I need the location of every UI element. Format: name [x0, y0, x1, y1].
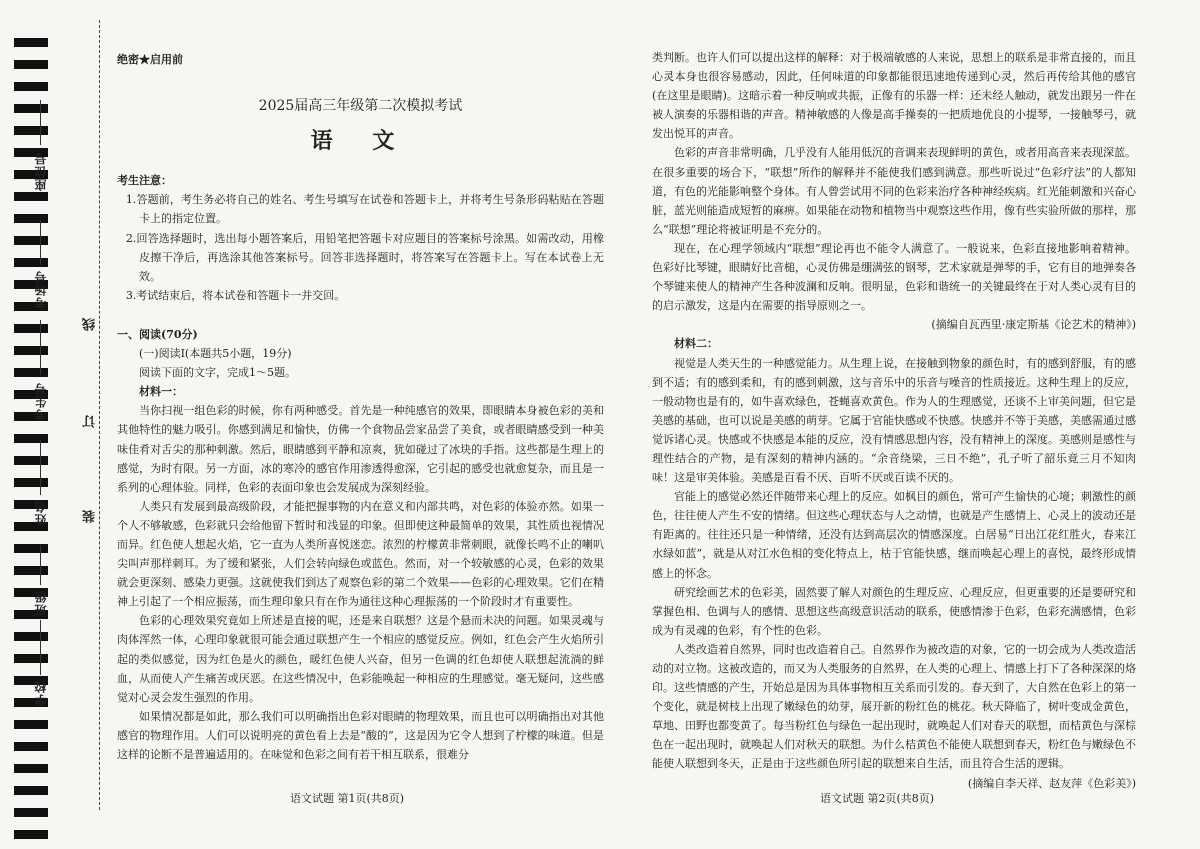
page-1-footer: 语文试题 第1页(共8页) [290, 792, 405, 805]
binding-stripe [14, 192, 48, 201]
page-2-footer: 语文试题 第2页(共8页) [820, 792, 935, 805]
binding-stripe [14, 632, 48, 641]
binding-label-seat: 座位号 [34, 152, 48, 191]
binding-stripe [14, 808, 48, 817]
subject-title: 语 文 [310, 128, 411, 155]
subsection-heading: (一)阅读Ⅰ(本题共5小题，19分) [139, 347, 292, 361]
paragraph: 官能上的感觉必然还伴随带来心理上的反应。如枫目的颜色，常可产生愉快的心境；刺激性的颜色，往往使人产生不安的情绪。但这些心理状态与人之动情，也就是产生感情上、心灵上的波动还是有距离的。往往还只是一种情绪，还没有达到高层次的情感深度。白居易“日出江花红胜火，春来江水绿如蓝”，就是从对江水色相的变化特点上，枯于官能快感，继而唤起心理上的喜悦，最终形成情感上的怀念。 [652, 490, 1136, 580]
source-citation-1: (摘编自瓦西里·康定斯基《论艺术的精神》) [931, 318, 1136, 332]
notice-heading: 考生注意： [117, 174, 172, 188]
binding-blank [40, 220, 42, 265]
section-heading: 一、阅读(70分) [117, 327, 198, 341]
paragraph: 当你扫视一组色彩的时候，你有两种感受。首先是一种纯感官的效果，即眼睛本身被色彩的美和其他特性的魅力吸引。你感到满足和愉快，仿佛一个食物品尝家品尝了美食，或者眼睛感受到一种美味佳肴对舌尖的那种刺激。然后，眼睛感到平静和凉爽，犹如碰过了冰块的手指。这些都是生理上的感觉，为时有限。另一方面，冰的寒冷的感官作用渗透得愈深，它引起的感受也就愈复杂，而且是一系列的心理体验。同样，色彩的表面印象也会发展成为深刻经验。 [117, 404, 604, 494]
paragraph: 现在，在心理学领域内“联想”理论再也不能令人满意了。一般说来，色彩直接地影响着精神。色彩好比琴键，眼睛好比音槌，心灵仿佛是绷满弦的钢琴，艺术家就是弹琴的手，它有目的地弹奏各个琴键来使人的精神产生各种波澜和反响。很明显，色彩和谐统一的关键最终在于对人类心灵有目的的启示激发，这是内在需要的指导原则之一。 [652, 241, 1136, 313]
binding-stripe [14, 830, 48, 839]
binding-stripe [14, 566, 48, 575]
binding-label-name: 姓名 [34, 500, 48, 526]
binding-stripe [14, 434, 48, 443]
binding-stripe [14, 126, 48, 135]
binding-char-zhuang: 装 [83, 510, 98, 523]
binding-stripe [14, 104, 48, 113]
page-1-column [117, 50, 604, 764]
paragraph: 色彩的心理效果究竟如上所述是直接的呢，还是来自联想？这是个悬而未决的问题。如果灵魂与肉体浑然一体，心理印象就很可能会通过联想产生一个相应的感觉反应。例如，红色会产生火焰所引起的类似感觉，因为红色是火的颜色，暖红色使人兴奋，但另一色调的红色却使人联想起流淌的鲜血，从而使人产生痛苦或厌恶。在这些情况中，色彩能唤起一种相应的生理感觉。毫无疑问，这些感觉对心灵会发生强烈的作用。 [117, 614, 604, 704]
binding-blank [40, 100, 42, 145]
binding-stripe [14, 60, 48, 69]
binding-stripe [14, 214, 48, 223]
binding-stripe [14, 764, 48, 773]
notice-item: 2.回答选择题时，选出每小题答案后，用铅笔把答题卡对应题目的答案标号涂黑。如需改动，用橡皮擦干净后，再选涂其他答案标号。回答非选择题时，将答案写在答题卡上。写在本试卷上无效。 [125, 231, 604, 283]
binding-stripe [14, 38, 48, 47]
binding-label-school: 学校 [34, 680, 48, 706]
paragraph: 如果情况都是如此，那么我们可以明确指出色彩对眼睛的物理效果，而且也可以明确指出对其他感官的物理作用。人们可以说明亮的黄色看上去是“酸的”，这是因为它令人想到了柠檬的味道。但是这样的论断不是普遍适用的。在味觉和色彩之间有若干相互联系，很难分 [117, 709, 604, 761]
material-2-label: 材料二： [674, 337, 718, 351]
material-1-label: 材料一： [139, 385, 183, 399]
binding-stripe [14, 324, 48, 333]
binding-stripe [14, 720, 48, 729]
binding-label-class: 班级 [34, 590, 48, 616]
source-citation-2: (摘编自李天祥、赵友萍《色彩美》) [967, 776, 1136, 790]
binding-stripe [14, 742, 48, 751]
paragraph: 视觉是人类天生的一种感觉能力。从生理上说，在接触到物象的颜色时，有的感到舒服，有的感到不适；有的感到柔和，有的感到刺激，这与音乐中的乐音与噪音的性质接近。这种生理上的反应，一般动物也是有的，如牛喜欢绿色，苍蝇喜欢黄色。作为人的生理感觉，还谈不上审美问题，但它是美感的基础，也可以说是美感的萌芽。它属于官能快感或不快感。快感并不等于美感，美感需通过感觉诉诸心灵。快感或不快感是本能的反应，没有情感思想内容，没有精神上的深度。美感则是感性与理性结合的产物，是有深刻的精神内涵的。“余音绕梁，三日不绝”，孔子听了韶乐竟三月不知肉味！这是审美体验。美感是百看不厌、百听不厌或百读不厌的。 [652, 356, 1136, 485]
binding-blank [40, 320, 42, 375]
binding-stripe [14, 786, 48, 795]
binding-char-xian: 线 [83, 318, 98, 331]
binding-blank [40, 440, 42, 495]
binding-stripe [14, 258, 48, 267]
binding-stripe [14, 346, 48, 355]
binding-stripe [14, 544, 48, 553]
binding-stripe [14, 456, 48, 465]
binding-label-room: 考场号 [34, 270, 48, 309]
binding-stripe [14, 236, 48, 245]
notice-item: 1.答题前，考生务必将自己的姓名、考生号填写在试卷和答题卡上，并将考生号条形码粘贴在答题卡上的指定位置。 [125, 193, 604, 226]
paragraph: 人类只有发展到最高级阶段，才能把握事物的内在意义和内部共鸣，对色彩的体验亦然。如果一个人不够敏感，色彩就只会给他留下暂时和浅显的印象。但即使这种最简单的效果，其性质也视情况而异。红色使人想起火焰，它一直为人类所喜悦迷恋。浓烈的柠檬黄非常刺眼，就像长鸣不止的喇叭尖叫声那样刺耳。为了缓和紧张，人们会转向绿色或蓝色。然而，对一个较敏感的心灵，色彩的效果就会更深刻、感染力更强。这就使我们到达了观察色彩的第二个效果——色彩的心理效果。它们在精神上引起了一个相应振荡，而生理印象只有在作为通往这种心理振荡的一个阶段时才有重要性。 [117, 499, 604, 609]
binding-stripe [14, 368, 48, 377]
paragraph: 色彩的声音非常明确，几乎没有人能用低沉的音调来表现鲜明的黄色，或者用高音来表现深蓝。在很多重要的场合下，“联想”所作的解释并不能使我们感到满意。那些听说过“色彩疗法”的人都知道，有色的光能影响整个身体。有人曾尝试用不同的色彩来治疗各种神经疾病。红光能刺激和兴奋心脏，蓝光则能造成短暂的麻痹。如果能在动物和植物当中观察这些作用，像有些实验所做的那样，那么“联想”理论将被证明是不充分的。 [652, 146, 1136, 236]
binding-stripe [14, 478, 48, 487]
confidential-label: 绝密★启用前 [117, 53, 183, 66]
binding-label-examinee-no: 考生号 [34, 382, 48, 421]
paragraph: 研究绘画艺术的色彩美，固然要了解人对颜色的生理反应、心理反应，但更重要的还是要研究和掌握色相、色调与人的感情、思想这些高级意识活动的联系，使感情渗于色彩，色彩充满感情，色彩成为有灵魂的色彩，有个性的色彩。 [652, 585, 1136, 637]
binding-char-ding: 订 [83, 415, 98, 428]
paragraph: 类判断。也许人们可以提出这样的解释：对于极端敏感的人来说，思想上的联系是非常直接的，而且心灵本身也很容易感动，因此，任何味道的印象都能很迅速地传递到心灵，然后再传给其他的感官(在这里是眼睛)。这暗示着一种反响或共振，正像有的乐器一样：还未经人触动，就发出跟另一件在被人演奏的乐器相谐的声音。精神敏感的人像是高手操奏的一把质地优良的小提琴，一接触琴弓，就发出悦耳的声音。 [652, 51, 1136, 141]
paragraph: 人类改造着自然界，同时也改造着自己。自然界作为被改造的对象，它的一切会成为人类改造活动的对立物。这被改造的，而又为人类服务的自然界，在人类的心理上、情感上打下了各种深深的烙印。这些情感的产生，开始总是因为具体事物相互关系而引发的。春天到了，大自然在色彩上的第一个变化，就是树枝上出现了嫩绿色的幼芽，展开新的粉红色的桃花。秋天降临了，树叶变成金黄色，草地、田野也都变黄了。每当粉红色与绿色一起出现时，就唤起人们对春天的联想，而桔黄色与深棕色在一起出现时，就唤起人们对秋天的联想。为什么桔黄色不能使人联想到春天，粉红色与嫩绿色不能使人联想到冬天，正是由于这些颜色所引起的联想来自生活，而且符合生活的逻辑。 [652, 642, 1136, 771]
binding-blank [40, 620, 42, 675]
binding-stripe [14, 82, 48, 91]
binding-blank [40, 545, 42, 585]
notice-item: 3.考试结束后，将本试卷和答题卡一并交回。 [125, 288, 346, 302]
page-2-column [652, 48, 1136, 793]
binding-stripe [14, 654, 48, 663]
instruction: 阅读下面的文字，完成1～5题。 [139, 366, 296, 380]
exam-title: 2025届高三年级第二次模拟考试 [258, 98, 463, 115]
